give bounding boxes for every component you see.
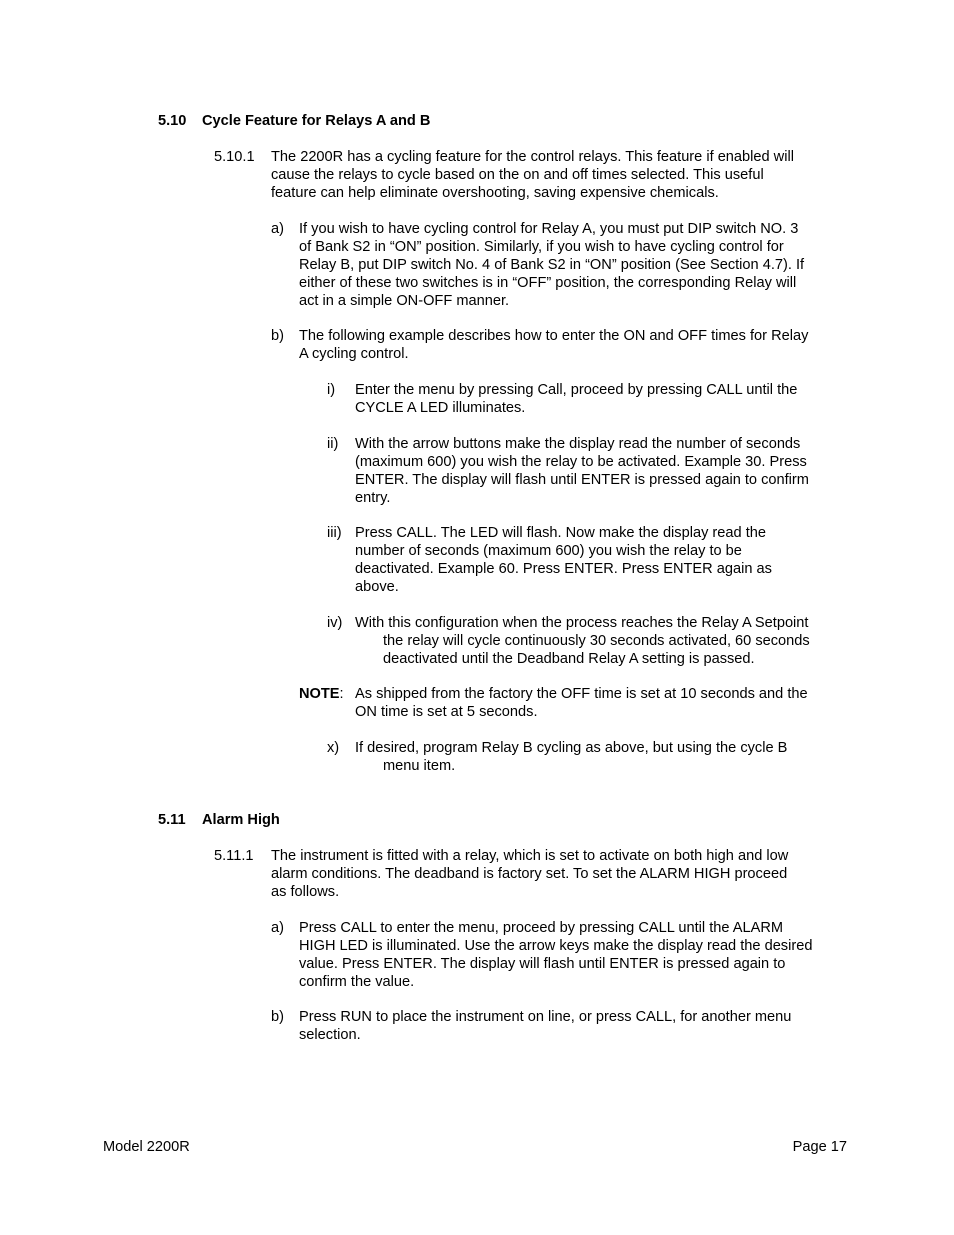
- step-line: With this configuration when the process reaches the Relay A Setpoint: [355, 615, 809, 631]
- step-line: entry.: [355, 490, 391, 506]
- step-line: number of seconds (maximum 600) you wish the relay to be: [355, 543, 742, 559]
- note-label: NOTE: [299, 686, 340, 702]
- list-item-line: selection.: [299, 1027, 361, 1043]
- section-5-11-number: 5.11: [158, 812, 186, 828]
- list-item-line: act in a simple ON-OFF manner.: [299, 293, 510, 309]
- note-line: ON time is set at 5 seconds.: [355, 704, 538, 720]
- paragraph-number: 5.10.1: [214, 149, 255, 165]
- step-line: Press CALL. The LED will flash. Now make the display read the: [355, 525, 766, 541]
- list-marker: a): [271, 221, 284, 237]
- list-marker: a): [271, 920, 284, 936]
- section-5-11-title: Alarm High: [202, 812, 280, 828]
- note-colon: :: [339, 686, 344, 702]
- step-line: menu item.: [383, 758, 456, 774]
- step-marker: iv): [327, 615, 343, 631]
- step-line: With the arrow buttons make the display read the number of seconds: [355, 436, 801, 452]
- paragraph-number: 5.11.1: [214, 848, 254, 864]
- paragraph-line: feature can help eliminate overshooting, saving expensive chemicals.: [271, 185, 719, 201]
- step-line: ENTER. The display will flash until ENTER is pressed again to confirm: [355, 472, 809, 488]
- section-5-10-title: Cycle Feature for Relays A and B: [202, 113, 431, 129]
- step-line: (maximum 600) you wish the relay to be activated. Example 30. Press: [355, 454, 807, 470]
- step-line: the relay will cycle continuously 30 seconds activated, 60 seconds: [383, 633, 810, 649]
- list-marker: b): [271, 1009, 284, 1025]
- step-marker: i): [327, 382, 336, 398]
- paragraph-line: The instrument is fitted with a relay, which is set to activate on both high and low: [271, 848, 789, 864]
- list-item-line: value. Press ENTER. The display will flash until ENTER is pressed again to: [299, 956, 786, 972]
- footer-page-number: Page 17: [792, 1139, 847, 1155]
- list-item-line: either of these two switches is in “OFF” position, the corresponding Relay will: [299, 275, 797, 291]
- list-item-line: HIGH LED is illuminated. Use the arrow keys make the display read the desired: [299, 938, 813, 954]
- step-line: deactivated until the Deadband Relay A setting is passed.: [383, 651, 755, 667]
- note-line: As shipped from the factory the OFF time is set at 10 seconds and the: [355, 686, 808, 702]
- list-item-line: confirm the value.: [299, 974, 415, 990]
- step-line: Enter the menu by pressing Call, proceed by pressing CALL until the: [355, 382, 798, 398]
- footer-model: Model 2200R: [103, 1139, 190, 1155]
- paragraph-line: The 2200R has a cycling feature for the control relays. This feature if enabled will: [271, 149, 794, 165]
- paragraph-line: alarm conditions. The deadband is factory set. To set the ALARM HIGH proceed: [271, 866, 788, 882]
- step-marker: x): [327, 740, 340, 756]
- step-marker: iii): [327, 525, 342, 541]
- paragraph-line: cause the relays to cycle based on the on and off times selected. This useful: [271, 167, 764, 183]
- list-item-line: Press RUN to place the instrument on line, or press CALL, for another menu: [299, 1009, 792, 1025]
- step-marker: ii): [327, 436, 339, 452]
- list-marker: b): [271, 328, 284, 344]
- step-line: above.: [355, 579, 399, 595]
- list-item-line: The following example describes how to enter the ON and OFF times for Relay: [299, 328, 809, 344]
- note-label-wrap: [299, 685, 344, 703]
- step-line: CYCLE A LED illuminates.: [355, 400, 526, 416]
- list-item-line: Press CALL to enter the menu, proceed by pressing CALL until the ALARM: [299, 920, 784, 936]
- list-item-line: A cycling control.: [299, 346, 409, 362]
- list-item-line: If you wish to have cycling control for Relay A, you must put DIP switch NO. 3: [299, 221, 799, 237]
- list-item-line: of Bank S2 in “ON” position. Similarly, if you wish to have cycling control for: [299, 239, 784, 255]
- step-line: deactivated. Example 60. Press ENTER. Press ENTER again as: [355, 561, 772, 577]
- section-5-10-number: 5.10: [158, 113, 187, 129]
- paragraph-line: as follows.: [271, 884, 340, 900]
- list-item-line: Relay B, put DIP switch No. 4 of Bank S2 in “ON” position (See Section 4.7). If: [299, 257, 805, 273]
- step-line: If desired, program Relay B cycling as above, but using the cycle B: [355, 740, 788, 756]
